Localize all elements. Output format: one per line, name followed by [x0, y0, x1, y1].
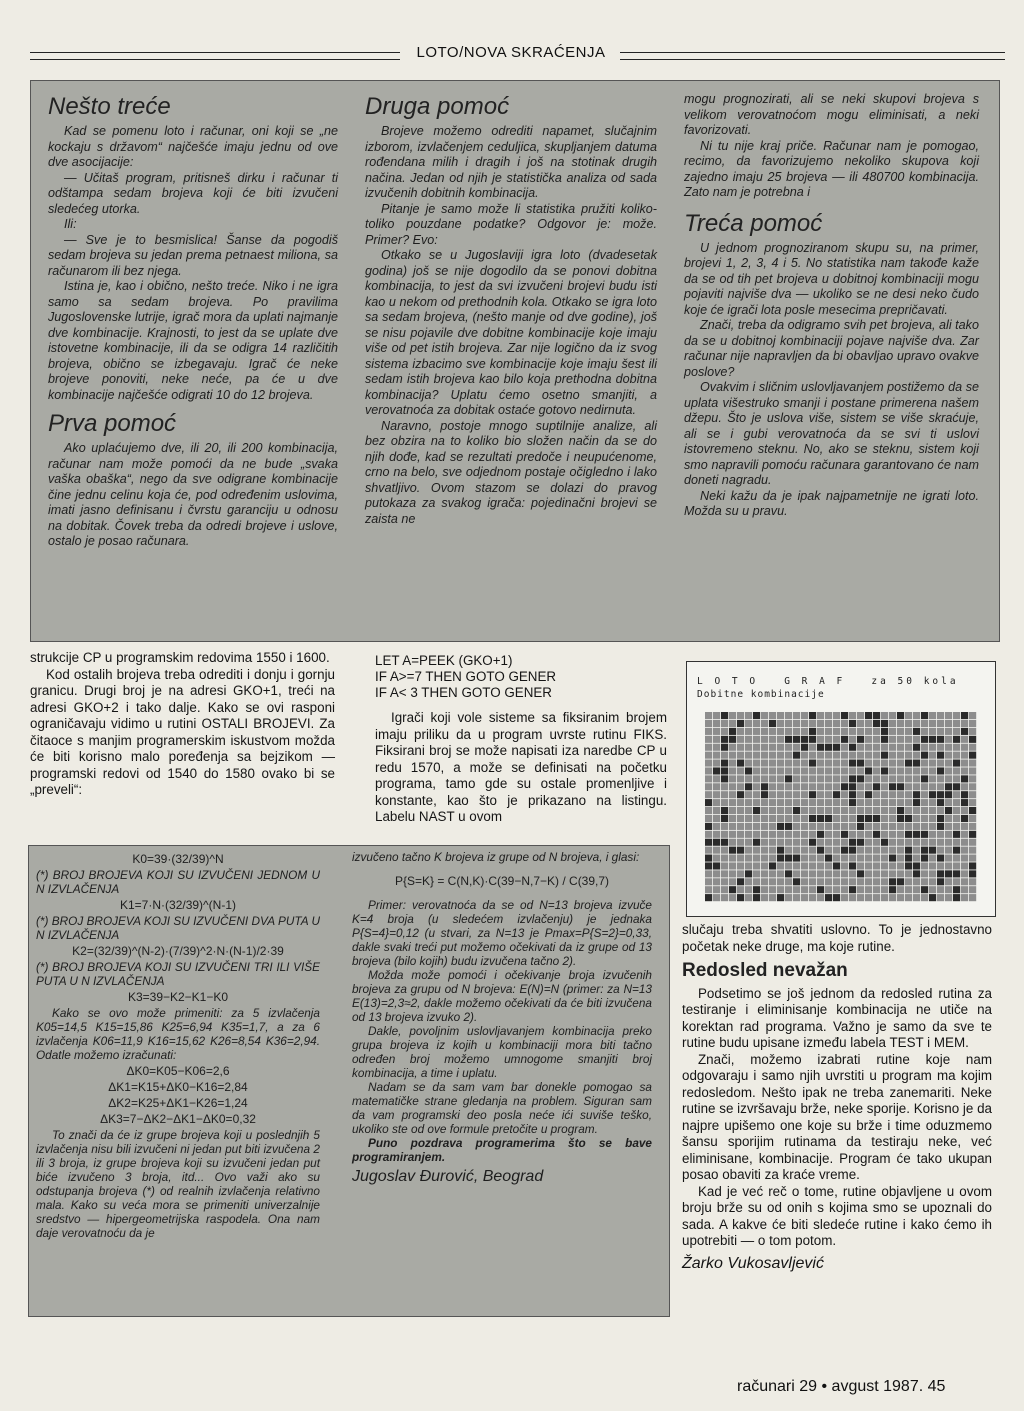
header-rule-right [620, 52, 1005, 60]
paragraph: Puno pozdrava programerima što se bave programiranjem. [352, 1136, 652, 1164]
page-footer: računari 29 • avgust 1987. 45 [737, 1378, 946, 1395]
paragraph: Otkako se u Jugoslaviji igra loto (dvadesetak godina) još se nije dogodilo da se ponovi dobitna kombinacija, to jest da svi izvučeni brojevi budu isti kao u nekom od prethodnih kola. Otkako se igra loto sa sedam brojeva, (nešto manje od dve godine), još se nisu pojavile dve dobitne kombinacije koje imaju više od pet istih brojeva. Zar nije logično da iz svog sistema izbacimo sve kombinacije koje imaju šest ili sedam istih brojeva kao bilo koja prethodna dobitna kombinacija? Uplatu ćemo osetno smanjiti, a verovatnoća za dobitak ostaće gotovo nedirnuta. [365, 248, 657, 417]
paragraph: Brojeve možemo odrediti napamet, slučajnim izborom, izvlačenjem ceduljica, skupljanjem datuma rođendana milih i dragih i još na stotinak drugih načina. Jedan od njih je statistička analiza od sada izvučenih dobitnih kombinacija. [365, 124, 657, 200]
paragraph: Možda može pomoći i očekivanje broja izvučenih brojeva za grupu od N brojeva: E(N)=N (primer: za N=13 E(13)=2,3≈2, dakle možemo očekivati da će biti izvučena od 13 brojeva izvuko 2). [352, 968, 652, 1024]
formula-note: (*) BROJ BROJEVA KOJI SU IZVUČENI JEDNOM U N IZVLAČENJA [36, 868, 320, 896]
paragraph: Kod ostalih brojeva treba odrediti i donju i gornju granicu. Drugi broj je na adresi GKO+1, treći na adresi GKO+2 i tako dalje. Kako se ovi rasponi ograničavaju vidimo u rutini OSTALI BROJEVI. Za čitaoce s manjim programerskim iskustvom možda će biti korisno malo poređenja sa bejzikom — programski redovi od 1540 do 1580 ovako bi se „preveli“: [30, 666, 335, 797]
paragraph: Primer: verovatnoća da se od N=13 brojeva izvuče K=4 broja (u sledećem izvlačenju) je jednaka P{S=4}=0,12 (u stvari, za N=13 je Pmax=P{S=2}=0,33, dakle svaki treći put možemo očekivati da iz grupe od 13 brojeva (bilo kojih) budu izvučena tačno 2). [352, 898, 652, 968]
paragraph: Kad je već reč o tome, rutine objavljene u ovom broju brže su od onih s kojima smo se upoznali do sada. A kakve će biti sledeće rutine i kako ćemo ih upotrebiti — o tom potom. [682, 1183, 992, 1248]
paragraph: Ovakvim i sličnim uslovljavanjem postižemo da se uplata višestruko smanji i postane primerena našem džepu. Što je uslova više, sistem se više skraćuje, ali se i gubi verovatnoća da se svi ti uslovi istovremeno steknu. No, ako se steknu, sistem koji smo napravili pomoću računara garantovano će nam doneti nagradu. [684, 380, 979, 487]
graph-title: L O T O G R A F za 50 kola [697, 676, 959, 687]
top-column-2 [365, 92, 657, 527]
author-signature: Žarko Vukosavljević [682, 1254, 824, 1272]
paragraph: mogu prognozirati, ali se neki skupovi brojeva s velikom verovatnoćom mogu eliminisati, a neki favorizovati. [684, 92, 979, 137]
paragraph: Dakle, povoljnim uslovljavanjem kombinacija preko grupa brojeva iz kojih u kombinaciji mora biti tačno određen broj možemo umnogome smanjiti broj kombinacija, a time i uplatu. [352, 1024, 652, 1080]
paragraph: U jednom prognoziranom skupu su, na primer, brojevi 1, 2, 3, 4 i 5. No statistika nam takođe kaže da se od tih pet brojeva u dobitnoj kombinaciji mogu pojaviti najviše dva — ukoliko se ne desi neko čudo koje će igrači lota posle mesecima prepričavati. [684, 240, 979, 317]
paragraph: izvučeno tačno K brojeva iz grupe od N brojeva, i glasi: [352, 850, 640, 864]
equation: ΔK2=K25+ΔK1−K26=1,24 [108, 1096, 248, 1110]
heading-nesto-trece: Nešto treće [48, 93, 171, 120]
equation: ΔK0=K05−K06=2,6 [126, 1064, 230, 1078]
formula-hypergeometric: P{S=K} = C(N,K)·C(39−N,7−K) / C(39,7) [394, 874, 610, 888]
code-line: IF A>=7 THEN GOTO GENER [375, 669, 557, 684]
mid-left-text [30, 650, 335, 799]
bottom-column-2 [352, 850, 652, 1184]
formula-note: (*) BROJ BROJEVA KOJI SU IZVUČENI TRI ILI VIŠE PUTA U N IZVLAČENJA [36, 960, 320, 988]
formula-k1: K1=7·N·(32/39)^(N-1) [120, 898, 236, 912]
formula-k0: K0=39·(32/39)^N [132, 852, 224, 866]
code-line: LET A=PEEK (GKO+1) [375, 653, 513, 668]
header-rule-left [30, 52, 400, 60]
basic-code-listing [375, 653, 675, 701]
combination-grid-image [705, 712, 977, 902]
top-column-1 [48, 92, 338, 550]
graph-subtitle: Dobitne kombinacije [697, 689, 825, 700]
author-signature: Jugoslav Đurović, Beograd [352, 1168, 544, 1185]
paragraph: Podsetimo se još jednom da redosled rutina za testiranje i eliminisanje kombinacija ne utiče na korektan rad programa. Važno je samo da sve te rutine budu upisane između labela TEST i MEM. [682, 985, 992, 1050]
heading-treca-pomoc: Treća pomoć [684, 209, 823, 237]
paragraph: Ni tu nije kraj priče. Računar nam je pomogao, recimo, da favorizujemo nekoliko skupova koji zajedno imaju 25 brojeva — ili 480700 kombinacija. Zato nam je potrebna i [684, 138, 979, 199]
formula-k3: K3=39−K2−K1−K0 [127, 990, 229, 1004]
paragraph: Ako uplaćujemo dve, ili 20, ili 200 kombinacija, računar nam može pomoći da ne bude „svaka vaška obaška“, nego da sve odigrane kombinacije čine jednu celinu koja će, pod određenim uslovima, imati jasno definisanu i čvrstu garanciju u odnosu na dobitak. Čovek treba da odredi brojeve i uslove, ostalo je posao računara. [48, 441, 338, 548]
section-header [30, 44, 1005, 68]
paragraph: Neki kažu da je ipak najpametnije ne igrati loto. Možda su u pravu. [684, 488, 979, 518]
code-line: IF A< 3 THEN GOTO GENER [375, 685, 552, 700]
paragraph: — Učitaš program, pritisneš dirku i računar ti odštampa sedam brojeva koji će biti izvučeni sledećeg utorka. [48, 170, 338, 216]
formula-note: (*) BROJ BROJEVA KOJI SU IZVUČENI DVA PUTA U N IZVLAČENJA [36, 914, 320, 942]
paragraph: Nadam se da sam vam bar donekle pomogao sa matematičke strane gledanja na problem. Siguran sam da vam programski deo posla neće ići suviše teško, ukoliko ste od ove formule pretočite u program. [352, 1080, 652, 1136]
paragraph: Istina je, kao i obično, nešto treće. Niko i ne igra samo sa sedam brojeva. Po pravilima Jugoslovenske lutrije, igrač mora da uplati najmanje dve kombinacije. Krajnosti, to jest da se uplate dve istovetne kombinacije, ili da se odigra 14 različitih brojeva, obično se izbegavaju. Igrač će neke brojeve ponoviti, neke neće, pa će u dve kombinacije najčešće odigrati 10 do 12 brojeva. [48, 279, 338, 402]
paragraph: Pitanje je samo može li statistika pružiti koliko-toliko pouzdane podatke? Odgovor je: može. Primer? Evo: [365, 201, 657, 247]
paragraph: strukcije CP u programskim redovima 1550 i 1600. [30, 650, 330, 665]
heading-druga-pomoc: Druga pomoć [365, 93, 510, 120]
equation: ΔK1=K15+ΔK0−K16=2,84 [108, 1080, 248, 1094]
formula-k2: K2=(32/39)^(N-2)·(7/39)^2·N·(N-1)/2·39 [72, 944, 284, 958]
paragraph: To znači da će iz grupe brojeva koji u poslednjih 5 izvlačenja nisu bili izvučeni ni jedan put biti izvučena 2 ili 3 broja, iz grupe brojeva koji su izvučeni jedan put biće izvučeno 3 broja, itd... Ovo važi ako su odstupanja brojeva (*) od realnih izvlačenja relativno mala. Kako su veća mora se primeniti univerzalnije sredstvo — hipergeometrijska raspodela. Ona nam daje verovatnoću da je [36, 1128, 320, 1240]
heading-prva-pomoc: Prva pomoć [48, 410, 177, 437]
bottom-column-1 [36, 850, 320, 1240]
paragraph: Kako se ovo može primeniti: za 5 izvlačenja K05=14,5 K15=15,86 K25=6,94 K35=1,7, a za 6 izvlačenja K06=11,9 K16=15,62 K26=8,54 K36=2,94. Odatle možemo izračunati: [36, 1006, 320, 1062]
paragraph: Kad se pomenu loto i računar, oni koji se „ne kockaju s državom“ najčešće imaju jednu od ove dve asocijacije: [48, 124, 338, 169]
section-title: LOTO/NOVA SKRAĆENJA [416, 44, 606, 61]
paragraph: Znači, možemo izabrati rutine koje nam odgovaraju i samo njih uvrstiti u program ma kojim redosledom. Nešto ipak ne treba zanemariti. Neke rutine se izvršavaju brže, neke sporije. Korisno je da najpre upišemo one koje su brže i time oduzmemo šansu sporijim rutinama da testiraju neke, već eliminisane, kombinacije. Program će tako ukupan posao obaviti za kraće vreme. [682, 1051, 992, 1182]
paragraph: Igrači koji vole sisteme sa fiksiranim brojem imaju priliku da u program uvrste rutinu FIKS. Fiksirani broj se može napisati iza naredbe CP u redu 1570, a može se definisati na početku programa, tamo gde su ostale promenljive i konstante, kao što je prikazano na listingu. Labelu NAST u ovom [375, 710, 667, 824]
top-column-3 [684, 92, 979, 520]
paragraph: Ili: [64, 217, 77, 231]
right-column-text [682, 922, 992, 1272]
paragraph: Znači, treba da odigramo svih pet brojeva, ali tako da se u dobitnoj kombinaciji pojave najviše dva. Zar računar nije napravljen da bi obavljao upravo ovakve poslove? [684, 318, 979, 379]
heading-redosled-nevazan: Redosled nevažan [682, 960, 848, 981]
loto-graph-figure [686, 661, 996, 917]
paragraph: slučaju treba shvatiti uslovno. To je jednostavno početak neke druge, ma koje rutine. [682, 922, 992, 954]
equation: ΔK3=7−ΔK2−ΔK1−ΔK0=0,32 [100, 1112, 256, 1126]
mid-center-text [375, 710, 667, 826]
paragraph: — Sve je to besmislica! Šanse da pogodiš sedam brojeva su jedan prema petnaest miliona, sa računarom ili bez njega. [48, 232, 338, 278]
paragraph: Naravno, postoje mnogo suptilnije analize, ali bez obzira na to koliko bio složen način da se do njih dođe, kad se rezultati predoče i neupućenome, crno na belo, sve odjednom postaje očigledno i lako shvatljivo. Ovom stazom se dolazi do pravog putokaza za svakog igrača: pojedinačni brojevi se zaista ne [365, 418, 657, 526]
